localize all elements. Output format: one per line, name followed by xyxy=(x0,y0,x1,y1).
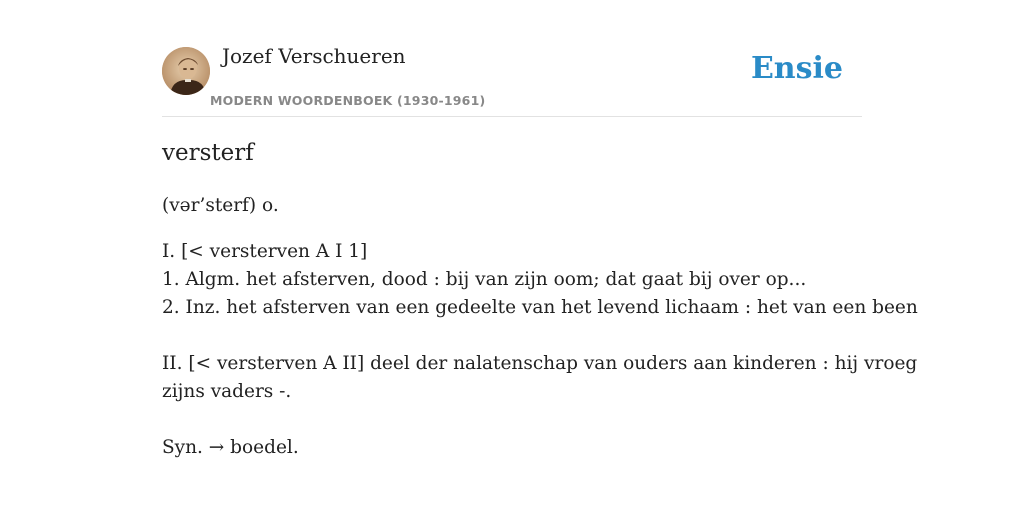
synonym-line: Syn. → boedel. xyxy=(162,437,299,458)
author-name[interactable]: Jozef Verschueren xyxy=(222,44,406,68)
source-label[interactable]: MODERN WOORDENBOEK (1930-1961) xyxy=(210,93,486,108)
blank-line xyxy=(162,322,862,350)
definition-line: 2. Inz. het afsterven van een gedeelte van het levend lichaam : het van een been xyxy=(162,297,918,318)
entry-header xyxy=(162,0,862,117)
entry-card xyxy=(162,0,918,512)
portrait-image xyxy=(162,47,210,95)
definition-line: zijns vaders -. xyxy=(162,381,292,402)
definition-line: II. [< versterven A II] deel der nalatenschap van ouders aan kinderen : hij vroeg xyxy=(162,353,918,374)
definition-line: 1. Algm. het afsterven, dood : bij van zijn oom; dat gaat bij over op... xyxy=(162,269,807,290)
headword: versterf xyxy=(162,140,254,166)
definition-text xyxy=(162,238,918,462)
ensie-logo[interactable]: Ensie xyxy=(750,51,843,86)
definition-line: I. [< versterven A I 1] xyxy=(162,241,368,262)
pronunciation: (vər’sterf) o. xyxy=(162,195,279,216)
blank-line xyxy=(162,406,862,434)
author-avatar[interactable] xyxy=(162,47,210,95)
